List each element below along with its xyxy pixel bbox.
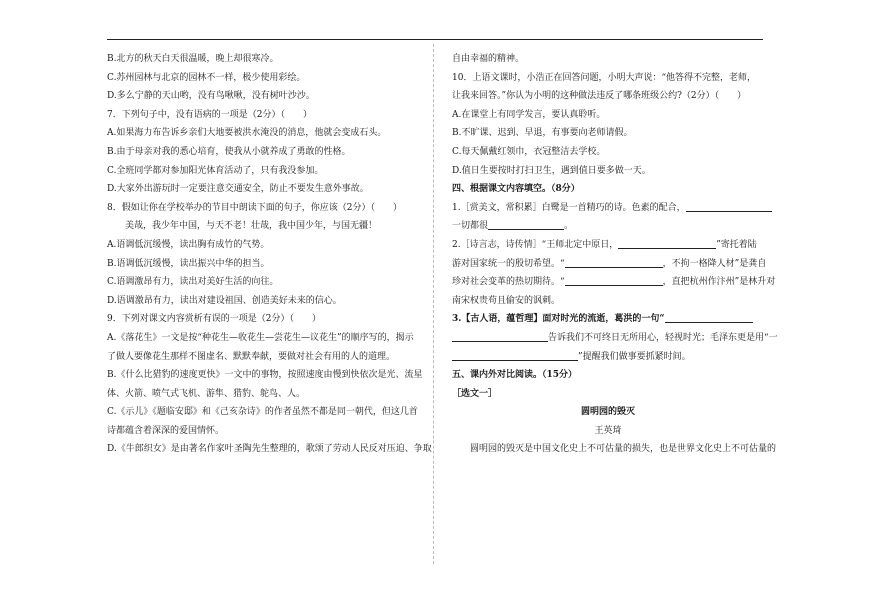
fill-3-line-3	[452, 348, 764, 367]
fill-2-line-2	[452, 255, 767, 274]
left-column	[107, 50, 432, 459]
page-top-rule	[107, 39, 763, 40]
question-9-stem: 9．下列对课文内容赏析有误的一项是（2分）（ ）	[107, 314, 321, 325]
fill-3-prefix: 3.【古人语，蕴哲理】面对时光的流逝，葛洪的一句“	[452, 314, 665, 325]
q8-option-d: D.语调激昂有力，读出对建设祖国、创造美好未来的信心。	[107, 295, 342, 306]
answer-blank[interactable]	[452, 332, 548, 342]
q7-option-b: B.由于母亲对我的悉心培育，使我从小就养成了勇敢的性格。	[107, 146, 351, 157]
excerpt-label: ［选文一］	[452, 388, 498, 399]
answer-blank[interactable]	[665, 313, 753, 323]
fill-1-text: 1.［赏美文，常积累］白鹭是一首精巧的诗。色素的配合，	[452, 202, 686, 213]
answer-blank[interactable]	[618, 239, 716, 249]
fill-3c-text: ”提醒我们做事要抓紧时间。	[578, 351, 691, 362]
fill-3-line-2	[452, 329, 778, 348]
q9-option-b-line-2: 体、火箭、喷气式飞机、游隼、猎豹、鸵鸟、人。	[107, 388, 306, 399]
section-4-title: 四、根据课文内容填空。（8分）	[452, 184, 580, 195]
article-title: 圆明园的毁灭	[580, 407, 635, 418]
article-author: 王英琦	[594, 425, 622, 436]
q9-option-b-line-1: B.《什么比猎豹的速度更快》一文中的事物，按照速度由慢到快依次是光、流星	[107, 370, 423, 381]
fill-2-line-3	[452, 273, 776, 292]
q7-option-a: A.如果海力布告诉乡亲们大地要被洪水淹没的消息，他就会变成石头。	[107, 128, 387, 139]
q8-option-a: A.语调低沉缓慢，读出胸有成竹的气势。	[107, 239, 270, 250]
fill-2b-suffix: ，不拘一格降人材”是龚自	[662, 258, 767, 269]
fill-2-line-4: 南宋权贵苟且偷安的讽刺。	[452, 295, 561, 306]
q6-option-d: D.多么宁静的天山哟，没有鸟啾啾，没有树叶沙沙。	[107, 91, 315, 102]
answer-blank[interactable]	[565, 258, 663, 268]
q9-option-a-line-2: 了做人要像花生那样不图虚名、默默奉献，要做对社会有用的人的道理。	[107, 351, 396, 362]
fill-2-prefix: 2.［诗言志，诗传情］“王师北定中原日，	[452, 239, 619, 250]
fill-2c-suffix: ，直把杭州作汴州”是林升对	[662, 277, 776, 288]
q9-option-d-line-1: D.《牛郎织女》是由著名作家叶圣陶先生整理的，歌颂了劳动人民反对压迫、争取	[107, 444, 432, 455]
fill-2-line-1	[452, 236, 764, 255]
fill-2c-prefix: 珍对社会变革的热切期待。“	[452, 277, 565, 288]
fill-1-line-1	[452, 199, 764, 218]
q7-option-c: C.全班同学都对参加阳光体育活动了，只有我没参加。	[107, 165, 324, 176]
answer-blank[interactable]	[565, 276, 663, 286]
column-divider	[433, 44, 434, 564]
q8-option-b: B.语调低沉缓慢，读出振兴中华的担当。	[107, 258, 270, 269]
right-column	[452, 50, 778, 459]
fill-1-prefix: 一切都很	[452, 221, 489, 232]
q6-option-c: C.苏州园林与北京的园林不一样，极少使用彩绘。	[107, 72, 306, 83]
answer-blank[interactable]	[452, 351, 578, 361]
fill-2-suffix: ”寄托着陆	[716, 239, 757, 250]
q10-option-b: B.不旷课、迟到、早退，有事要向老师请假。	[452, 128, 633, 139]
question-10-line-1: 10．上语文课时，小浩正在回答问题，小明大声说：“他答得不完整，老师，	[452, 72, 757, 83]
q9-option-c-line-2: 诗都蕴含着深深的爱国情怀。	[107, 425, 225, 436]
q8-option-c: C.语调激昂有力，读出对美好生活的向往。	[107, 277, 279, 288]
fill-3-line-1	[452, 310, 764, 329]
question-8-stem: 8．假如让你在学校举办的节目中朗读下面的句子，你应该（2分）（ ）	[107, 202, 402, 213]
q10-option-a: A.在课堂上有同学发言，要认真聆听。	[452, 109, 606, 120]
question-7-stem: 7．下列句子中，没有语病的一项是（2分）（ ）	[107, 109, 312, 120]
fill-1-line-2	[452, 217, 764, 236]
fill-1-suffix: 。	[564, 221, 574, 232]
q10-option-c: C.每天佩戴红领巾，衣冠整洁去学校。	[452, 146, 606, 157]
q6-option-b: B.北方的秋天白天很温暖，晚上却很寒冷。	[107, 54, 279, 64]
answer-blank[interactable]	[488, 220, 564, 230]
q7-option-d: D.大家外出游玩时一定要注意交通安全，防止不要发生意外事故。	[107, 184, 369, 195]
q9-option-c-line-1: C.《示儿》《题临安邸》和《己亥杂诗》的作者虽然不都是同一朝代，但这几首	[107, 407, 418, 418]
fill-3b-text: 告诉我们不可终日无所用心，轻视时光；毛泽东更是用“一	[548, 332, 778, 343]
q10-option-d: D.值日生要按时打扫卫生，遇到值日要多做一天。	[452, 165, 651, 176]
fill-2b-prefix: 游对国家统一的殷切希望。“	[452, 258, 565, 269]
section-5-title: 五、课内外对比阅读。（15分）	[452, 370, 578, 381]
q9-option-a-line-1: A.《落花生》一文是按“种花生—收花生—尝花生—议花生”的顺序写的，揭示	[107, 332, 414, 343]
question-8-quote: 美哉，我少年中国，与天不老！壮哉，我中国少年，与国无疆！	[125, 221, 378, 232]
question-10-line-2: 让我来回答。”你认为小明的这种做法违反了哪条班级公约?（2分）（ ）	[452, 91, 747, 102]
q9-option-d-line-2: 自由幸福的精神。	[452, 54, 525, 64]
answer-blank[interactable]	[686, 202, 772, 212]
article-first-line: 圆明园的毁灭是中国文化史上不可估量的损失，也是世界文化史上不可估量的	[470, 444, 777, 455]
